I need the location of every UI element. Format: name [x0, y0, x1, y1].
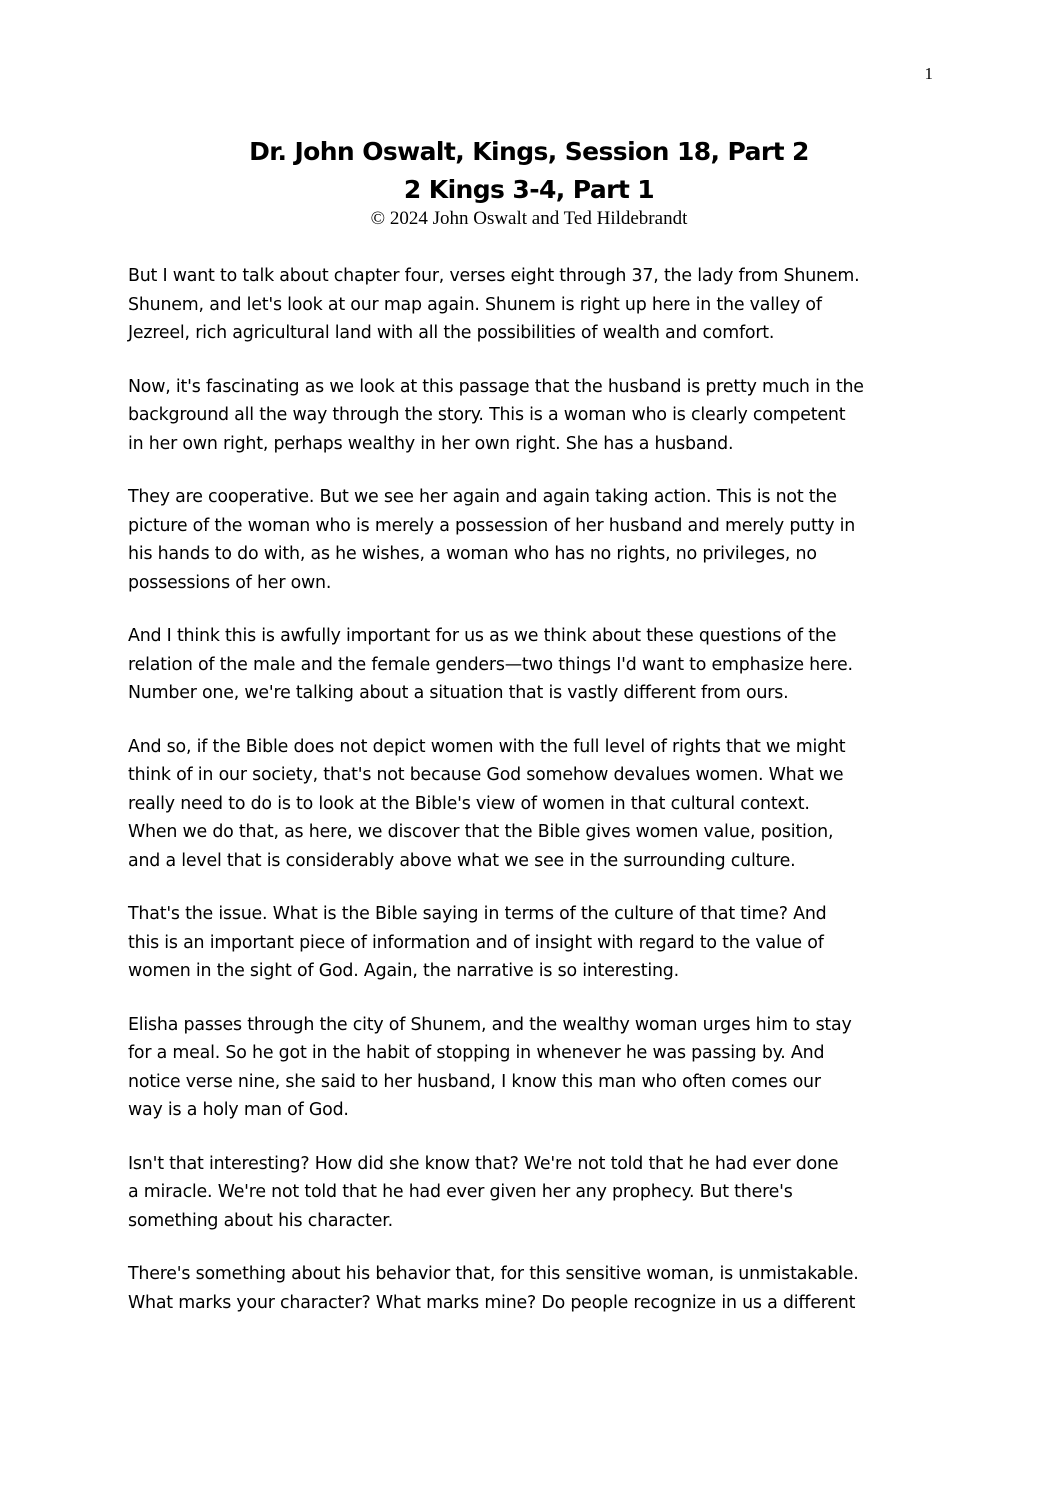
page-number: 1	[924, 64, 933, 83]
text-line: think of in our society, that's not because God somehow devalues women. What we	[128, 765, 844, 785]
text-line: a miracle. We're not told that he had ever given her any prophecy. But there's	[128, 1182, 793, 1202]
text-line: this is an important piece of information and of insight with regard to the value of	[128, 932, 824, 953]
text-line: Isn't that interesting? How did she know that? We're not told that he had ever done	[128, 1153, 839, 1174]
text-line: What marks your character? What marks mine? Do people recognize in us a different	[128, 1292, 856, 1313]
paragraph	[128, 483, 930, 597]
paragraph	[128, 900, 930, 986]
copyright-notice: © 2024 John Oswalt and Ted Hildebrandt	[370, 208, 688, 229]
text-line: Now, it's fascinating as we look at this passage that the husband is pretty much in the	[128, 376, 864, 397]
text-line: something about his character.	[128, 1210, 393, 1231]
text-line: possessions of her own.	[128, 572, 332, 593]
paragraph	[128, 733, 930, 876]
paragraph	[128, 262, 930, 348]
text-line: And so, if the Bible does not depict women with the full level of rights that we might	[128, 736, 846, 757]
text-line: and a level that is considerably above what we see in the surrounding culture.	[128, 850, 796, 871]
text-line: Shunem, and let's look at our map again. Shunem is right up here in the valley of	[128, 294, 822, 315]
text-line: That's the issue. What is the Bible saying in terms of the culture of that time? And	[128, 904, 827, 924]
title-line-1: Dr. John Oswalt, Kings, Session 18, Part 2	[249, 137, 809, 166]
text-line: relation of the male and the female genders—two things I'd want to emphasize here.	[128, 654, 853, 675]
text-line: They are cooperative. But we see her again and again taking action. This is not the	[128, 487, 837, 507]
text-line: way is a holy man of God.	[128, 1100, 349, 1120]
paragraph	[128, 373, 930, 459]
paragraph	[128, 1260, 930, 1317]
title-line-2: 2 Kings 3-4, Part 1	[403, 175, 655, 204]
paragraph	[128, 1150, 930, 1236]
text-line: in her own right, perhaps wealthy in her own right. She has a husband.	[128, 433, 734, 454]
text-line: for a meal. So he got in the habit of stopping in whenever he was passing by. And	[128, 1043, 825, 1063]
text-line: But I want to talk about chapter four, verses eight through 37, the lady from Shunem.	[128, 266, 860, 286]
text-line: There's something about his behavior that, for this sensitive woman, is unmistakable.	[128, 1264, 859, 1284]
text-line: And I think this is awfully important for us as we think about these questions of the	[128, 626, 837, 646]
body-text	[128, 262, 930, 1342]
paragraph	[128, 622, 930, 708]
text-line: his hands to do with, as he wishes, a woman who has no rights, no privileges, no	[128, 544, 817, 564]
title-block	[128, 133, 930, 231]
text-line: picture of the woman who is merely a possession of her husband and merely putty in	[128, 515, 856, 536]
text-line: background all the way through the story. This is a woman who is clearly competent	[128, 405, 846, 425]
text-line: Number one, we're talking about a situation that is vastly different from ours.	[128, 683, 789, 703]
text-line: Elisha passes through the city of Shunem, and the wealthy woman urges him to stay	[128, 1014, 852, 1035]
text-line: When we do that, as here, we discover that the Bible gives women value, position,	[128, 822, 834, 842]
paragraph	[128, 1011, 930, 1125]
text-line: notice verse nine, she said to her husband, I know this man who often comes our	[128, 1071, 821, 1092]
text-line: women in the sight of God. Again, the narrative is so interesting.	[128, 961, 679, 981]
text-line: really need to do is to look at the Bible's view of women in that cultural context.	[128, 793, 810, 814]
text-line: Jezreel, rich agricultural land with all the possibilities of wealth and comfort.	[128, 323, 775, 343]
